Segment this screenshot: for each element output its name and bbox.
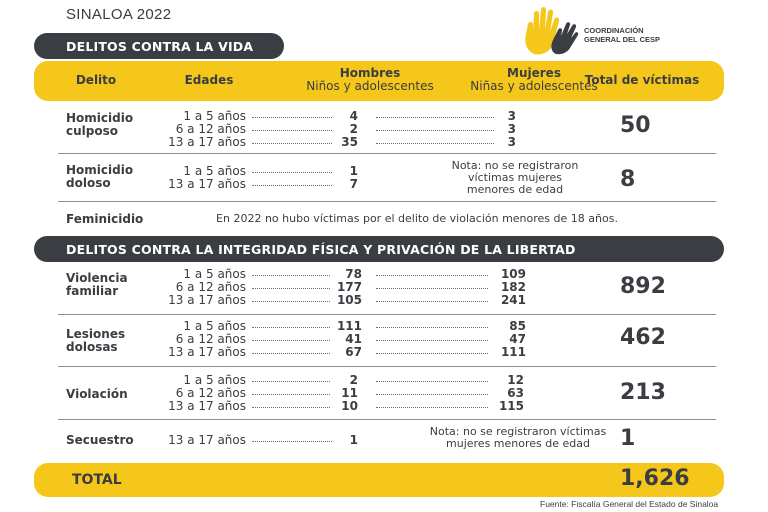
mujeres-value: 109	[500, 267, 526, 281]
dotted-leader	[252, 340, 330, 341]
mujeres-value: 63	[507, 386, 524, 400]
note-doloso: Nota: no se registraron víctimas mujeres menores de edad	[451, 159, 579, 196]
row-label-secuestro: Secuestro	[66, 433, 134, 447]
hombres-value: 4	[349, 109, 358, 123]
row-total: 50	[620, 113, 651, 138]
total-bar	[34, 463, 724, 497]
row-total: 462	[620, 325, 666, 350]
age-cell: 13 a 17 años	[168, 293, 246, 307]
note-secuestro: Nota: no se registraron víctimas mujeres menores de edad	[429, 425, 607, 450]
row-label-homicidio-doloso: Homicidio doloso	[66, 163, 134, 190]
cesp-logo	[520, 6, 690, 56]
dotted-leader	[376, 275, 488, 276]
table-header	[34, 61, 724, 101]
mujeres-value: 182	[500, 280, 526, 294]
dotted-leader	[376, 288, 488, 289]
section-title-vida: DELITOS CONTRA LA VIDA	[34, 33, 284, 59]
age-cell: 1 a 5 años	[183, 267, 246, 281]
row-label-violencia-familiar: Violencia familiar	[66, 271, 128, 298]
hombres-value: 11	[341, 386, 358, 400]
age-cell: 13 a 17 años	[168, 177, 246, 191]
header-edades: Edades	[184, 73, 234, 87]
age-cell: 6 a 12 años	[175, 386, 246, 400]
hands-icon	[520, 6, 580, 56]
logo-line2: GENERAL DEL CESP	[584, 35, 660, 44]
header-delito: Delito	[75, 73, 117, 87]
hombres-value: 111	[336, 319, 362, 333]
mujeres-value: 85	[509, 319, 526, 333]
hombres-value: 177	[336, 280, 362, 294]
hombres-value: 41	[345, 332, 362, 346]
mujeres-value: 111	[500, 345, 526, 359]
header-mujeres: Mujeres Niñas y adolescentes	[470, 66, 598, 93]
header-total: Total de víctimas	[584, 73, 700, 87]
row-divider	[58, 153, 716, 154]
age-cell: 13 a 17 años	[168, 345, 246, 359]
dotted-leader	[376, 340, 488, 341]
row-label-feminicidio: Feminicidio	[66, 212, 144, 226]
mujeres-value: 241	[500, 293, 526, 307]
row-divider	[58, 419, 716, 420]
age-cell: 1 a 5 años	[183, 109, 246, 123]
row-total: 892	[620, 274, 666, 299]
age-cell: 13 a 17 años	[168, 433, 246, 447]
mujeres-value: 12	[507, 373, 524, 387]
total-label: TOTAL	[72, 472, 122, 488]
section-title-integridad: DELITOS CONTRA LA INTEGRIDAD FÍSICA Y PRIVACIÓN DE LA LIBERTAD	[34, 236, 724, 262]
age-cell: 13 a 17 años	[168, 135, 246, 149]
header-hombres: Hombres Niños y adolescentes	[306, 66, 434, 93]
hombres-value: 105	[336, 293, 362, 307]
dotted-leader	[252, 353, 330, 354]
dotted-leader	[376, 327, 488, 328]
age-cell: 1 a 5 años	[183, 164, 246, 178]
dotted-leader	[376, 381, 488, 382]
hombres-value: 7	[349, 177, 358, 191]
hombres-value: 10	[341, 399, 358, 413]
row-divider	[58, 314, 716, 315]
age-cell: 6 a 12 años	[175, 332, 246, 346]
hombres-value: 1	[349, 164, 358, 178]
hombres-value: 2	[349, 373, 358, 387]
hombres-value: 35	[341, 135, 358, 149]
age-cell: 13 a 17 años	[168, 399, 246, 413]
hombres-value: 67	[345, 345, 362, 359]
source-note: Fuente: Fiscalía General del Estado de Sinaloa	[540, 499, 719, 509]
hombres-value: 2	[349, 122, 358, 136]
total-value: 1,626	[620, 466, 690, 491]
mujeres-value: 3	[507, 135, 516, 149]
age-cell: 1 a 5 años	[183, 319, 246, 333]
mujeres-value: 115	[498, 399, 524, 413]
note-feminicidio: En 2022 no hubo víctimas por el delito de violación menores de 18 años.	[216, 212, 618, 225]
hombres-value: 78	[345, 267, 362, 281]
row-total: 213	[620, 380, 666, 405]
dotted-leader	[252, 288, 330, 289]
row-label-violacion: Violación	[66, 387, 128, 401]
mujeres-value: 3	[507, 109, 516, 123]
row-divider	[58, 201, 716, 202]
row-divider	[58, 366, 716, 367]
dotted-leader	[252, 301, 330, 302]
mujeres-value: 47	[509, 332, 526, 346]
row-total: 1	[620, 426, 636, 451]
age-cell: 1 a 5 años	[183, 373, 246, 387]
row-total: 8	[620, 167, 636, 192]
dotted-leader	[376, 407, 488, 408]
age-cell: 6 a 12 años	[175, 280, 246, 294]
row-label-lesiones-dolosas: Lesiones dolosas	[66, 327, 126, 354]
region-title: SINALOA 2022	[66, 6, 172, 23]
logo-line1: COORDINACIÓN	[584, 26, 644, 35]
dotted-leader	[252, 327, 330, 328]
row-label-homicidio-culposo: Homicidio culposo	[66, 111, 134, 138]
dotted-leader	[376, 353, 488, 354]
dotted-leader	[376, 301, 488, 302]
logo-text	[584, 26, 660, 44]
mujeres-value: 3	[507, 122, 516, 136]
dotted-leader	[252, 275, 330, 276]
age-cell: 6 a 12 años	[175, 122, 246, 136]
hombres-value: 1	[349, 433, 358, 447]
dotted-leader	[376, 394, 488, 395]
